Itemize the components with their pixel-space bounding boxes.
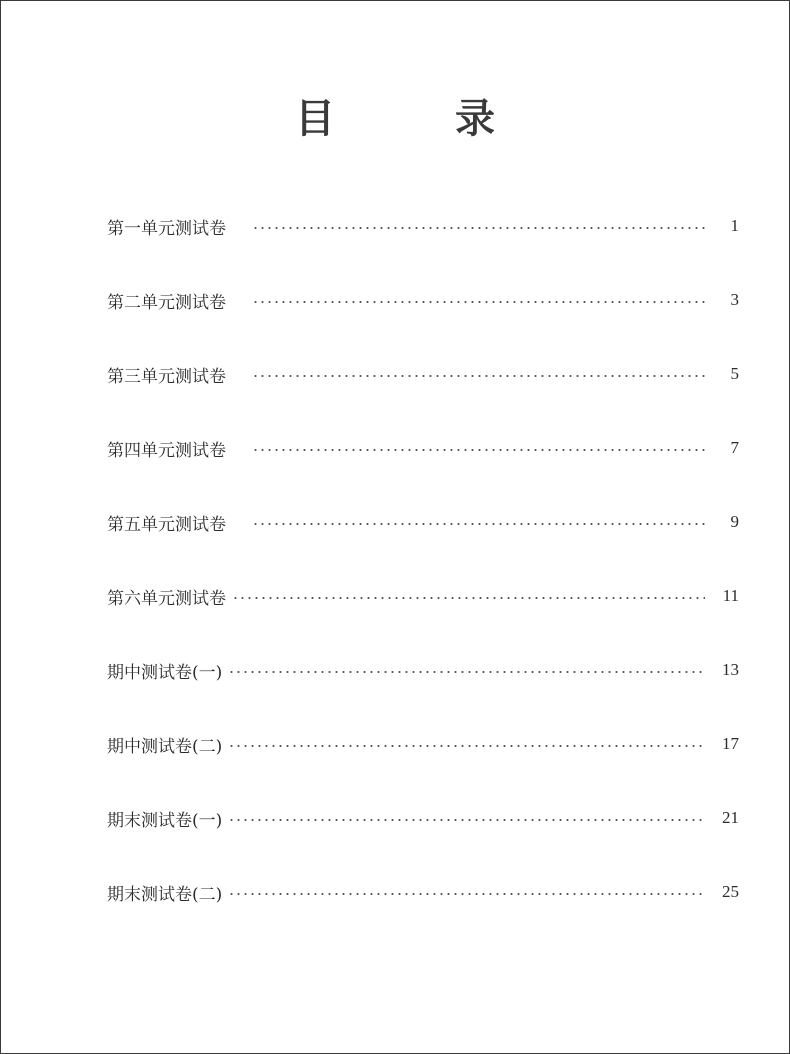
toc-entry-page: 5 [730,364,739,383]
toc-leader-dots [228,671,705,673]
table-of-contents [107,189,739,929]
toc-leader-dots [252,449,705,451]
toc-entry-label: 第五单元测试卷 [107,514,226,535]
toc-entry-label: 期末测试卷(一) [107,810,223,831]
toc-leader-dots [252,375,705,377]
toc-entry [107,189,739,263]
toc-entry-page: 25 [722,882,739,901]
toc-entry-page: 1 [730,216,739,235]
toc-entry-page: 11 [722,586,739,605]
toc-entry [107,337,739,411]
toc-entry-label: 第六单元测试卷 [107,588,226,609]
toc-entry [107,559,739,633]
toc-entry [107,707,739,781]
toc-entry-label: 期中测试卷(一) [107,662,223,683]
toc-entry-label: 第四单元测试卷 [107,440,226,461]
toc-entry-page: 21 [722,808,739,827]
toc-entry [107,411,739,485]
toc-entry-label: 期末测试卷(二) [107,884,223,905]
toc-entry-page: 9 [730,512,739,531]
toc-entry-page: 13 [722,660,739,679]
toc-leader-dots [228,893,705,895]
toc-leader-dots [228,819,705,821]
toc-leader-dots [252,227,705,229]
page-title: 目 录 [295,96,535,142]
toc-entry-page: 3 [730,290,739,309]
toc-leader-dots [232,597,705,599]
toc-entry [107,263,739,337]
toc-entry-label: 第三单元测试卷 [107,366,226,387]
toc-entry [107,633,739,707]
toc-entry-page: 17 [722,734,739,753]
toc-entry-label: 期中测试卷(二) [107,736,223,757]
toc-entry-page: 7 [730,438,739,457]
toc-entry-label: 第二单元测试卷 [107,292,226,313]
toc-entry [107,781,739,855]
toc-entry [107,855,739,929]
toc-leader-dots [252,523,705,525]
toc-leader-dots [252,301,705,303]
toc-leader-dots [228,745,705,747]
toc-entry [107,485,739,559]
toc-entry-label: 第一单元测试卷 [107,218,226,239]
